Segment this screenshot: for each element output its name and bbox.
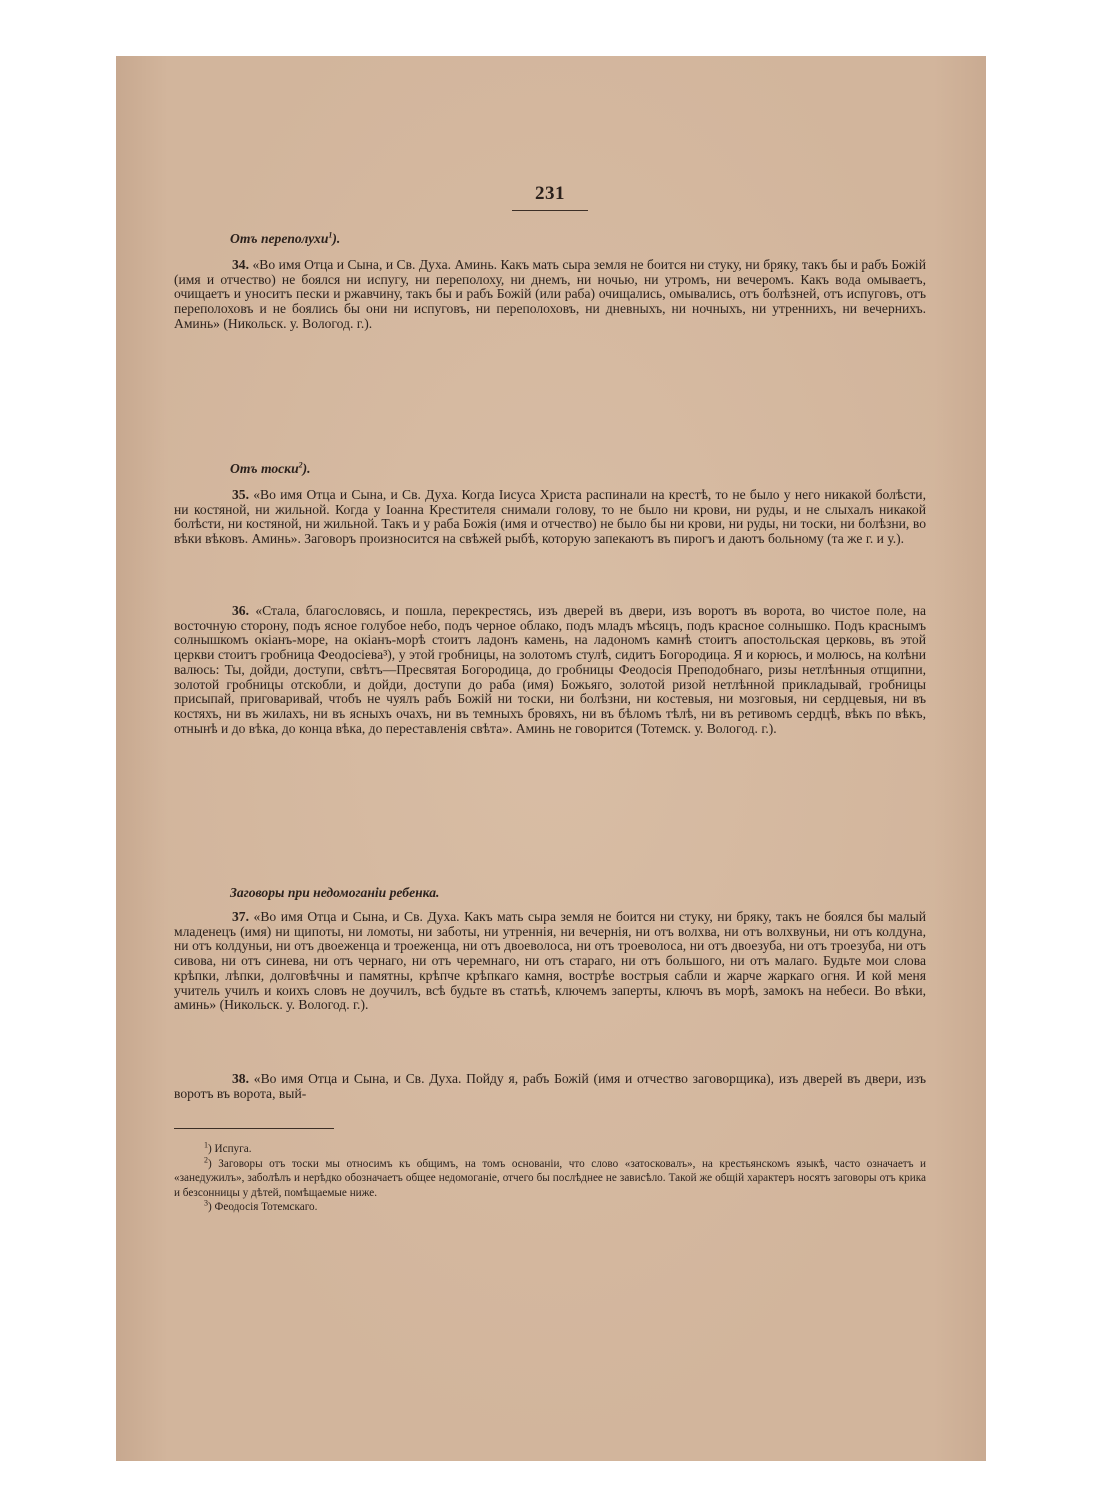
paragraph-number: 34.	[232, 257, 249, 272]
footnote-ref: 2	[298, 460, 303, 470]
footnote-text: ) Заговоры отъ тоски мы относимъ къ общимъ, на томъ основаніи, что слово «затосковалъ», на крестьянскомъ языкѣ, часто означаетъ и «занедужилъ», заболѣлъ и нерѣдко обозначаетъ общее недомоганіе, отчего бы послѣднее не зависѣло. Такой же общій характеръ носятъ заговоры отъ крика и безсонницы у дѣтей, помѣщаемые ниже.	[174, 1157, 926, 1199]
paragraph-text: «Во имя Отца и Сына, и Св. Духа. Аминь. Какъ мать сыра земля не боится ни стуку, ни бряку, такъ бы и рабъ Божій (имя и отчество) не боялся ни испугу, ни переполоху, ни днемъ, ни ночью, ни утромъ, ни вечеромъ. Какъ вода омываетъ, очищаетъ и уноситъ пески и ржавчину, такъ бы и рабъ Божій (или раба) очищались, омывались, отъ болѣзней, отъ испуговъ, отъ переполоховъ и не боялись бы они ни испуговъ, ни переполоховъ, ни дневныхъ, ни ночныхъ, ни утреннихъ, ни вечернихъ. Аминь» (Никольск. у. Вологод. г.).	[174, 257, 926, 331]
footnote-2	[174, 1154, 926, 1201]
paragraph-text: «Во имя Отца и Сына, и Св. Духа. Какъ мать сыра земля не боится ни стуку, ни бряку, такъ не боялся бы малый младенецъ (имя) ни щипоты, ни ломоты, ни заботы, ни утреннія, ни вечернія, ни отъ волхва, ни отъ волхвуньи, ни отъ колдуна, ни отъ колдуньи, ни отъ двоеженца и троеженца, ни отъ двоеволоса, ни отъ троеволоса, ни отъ двоезуба, ни отъ троезуба, ни отъ сивова, ни отъ синева, ни отъ чернаго, ни отъ черемнаго, ни отъ стараго, ни отъ большого, ни отъ малаго. Будьте мои слова крѣпки, лѣпки, долговѣчны и памятны, крѣпче крѣпкаго камня, вострѣе вострыя сабли и жарче жаркаго огня. И кой меня учитель училъ и коихъ словъ не доучилъ, всѣ будьте въ статьѣ, ключемъ заперты, ключъ въ морѣ, замокъ на небеси. Во вѣки, аминь» (Никольск. у. Вологод. г.).	[174, 909, 926, 1013]
paragraph-36	[174, 604, 926, 736]
paragraph-text: «Во имя Отца и Сына, и Св. Духа. Когда Іисуса Христа распинали на крестѣ, то не было у него никакой болѣсти, ни костяной, ни жильной. Когда у Іоанна Крестителя снимали голову, то не было ни крови, ни руды, и не слыхалъ никакой болѣсти, ни костяной, ни жильной. Такъ и у раба Божія (имя и отчество) не было бы ни крови, ни руды, ни тоски, ни болѣзни, во вѣки вѣковъ. Аминь». Заговоръ произносится на свѣжей рыбѣ, которую запекаютъ въ пирогъ и даютъ больному (та же г. и у.).	[174, 487, 926, 547]
scanned-page	[116, 56, 986, 1461]
section-heading-nedomoganie	[230, 886, 439, 901]
paragraph-35	[174, 488, 926, 547]
heading-text: Отъ тоски	[230, 461, 299, 476]
footnote-1	[174, 1142, 926, 1157]
footnote-ref: 1	[328, 230, 333, 240]
footnote-mark: 3	[204, 1198, 208, 1208]
heading-tail: ).	[302, 461, 311, 476]
footnote-mark: 1	[204, 1140, 208, 1150]
page-number-rule	[512, 210, 588, 211]
footnotes	[174, 1142, 926, 1215]
section-heading-toska	[230, 462, 311, 477]
paragraph-37	[174, 910, 926, 1013]
paragraph-34	[174, 258, 926, 332]
paragraph-number: 37.	[232, 909, 249, 924]
footnote-3	[174, 1200, 926, 1215]
paragraph-38	[174, 1072, 926, 1101]
footnote-mark: 2	[204, 1154, 208, 1164]
paragraph-number: 38.	[232, 1071, 249, 1086]
footnote-text: ) Феодосія Тотемскаго.	[208, 1201, 318, 1214]
paragraph-text: «Стала, благословясь, и пошла, перекрестясь, изъ дверей въ двери, изъ воротъ въ ворота, во чистое поле, на восточную сторону, подъ ясное голубое небо, подъ черное облако, подъ младъ мѣсяцъ, подъ красное солнышко. Подъ краснымъ солнышкомъ окіанъ-море, на окіанъ-морѣ стоитъ ладонъ камень, на ладономъ камнѣ стоитъ апостольская церковь, въ этой церкви стоитъ гробница Феодосіева³), у этой гробницы, на золотомъ стулѣ, сидитъ Богородица. Я и корюсь, и молюсь, на колѣни валюсь: Ты, дойди, доступи, свѣтъ—Пресвятая Богородица, до гробницы Феодосія Преподобнаго, ризы нетлѣнныя отщипни, золотой гробницы отскобли, и дойди, доступи до раба (имя) Божьяго, золотой ризой нетлѣнной прикладывай, гробницы присыпай, приговаривай, чтобъ не чуялъ рабъ Божій ни тоски, ни болѣзни, ни костевыя, ни мозговыя, ни сердцевыя, ни въ костяхъ, ни въ жилахъ, ни въ ясныхъ очахъ, ни въ темныхъ бровяхъ, ни въ бѣломъ тѣлѣ, ни въ ретивомъ сердцѣ, вѣкъ по вѣкъ, отнынѣ и до вѣка, до конца вѣка, до переставленія свѣта». Аминь не говорится (Тотемск. у. Вологод. г.).	[174, 603, 926, 736]
paragraph-number: 35.	[232, 487, 249, 502]
footnote-separator	[174, 1128, 334, 1129]
section-heading-pereopolukha	[230, 232, 340, 247]
footnote-text: ) Испуга.	[208, 1143, 252, 1155]
paragraph-number: 36.	[232, 603, 249, 618]
heading-text: Заговоры при недомоганіи ребенка.	[230, 885, 440, 900]
page-number: 231	[535, 183, 565, 204]
heading-tail: ).	[332, 231, 341, 246]
heading-text: Отъ переполухи	[230, 231, 329, 246]
paragraph-text: «Во имя Отца и Сына, и Св. Духа. Пойду я, рабъ Божій (имя и отчество заговорщика), изъ дверей въ двери, изъ воротъ въ ворота, вый-	[174, 1071, 927, 1101]
